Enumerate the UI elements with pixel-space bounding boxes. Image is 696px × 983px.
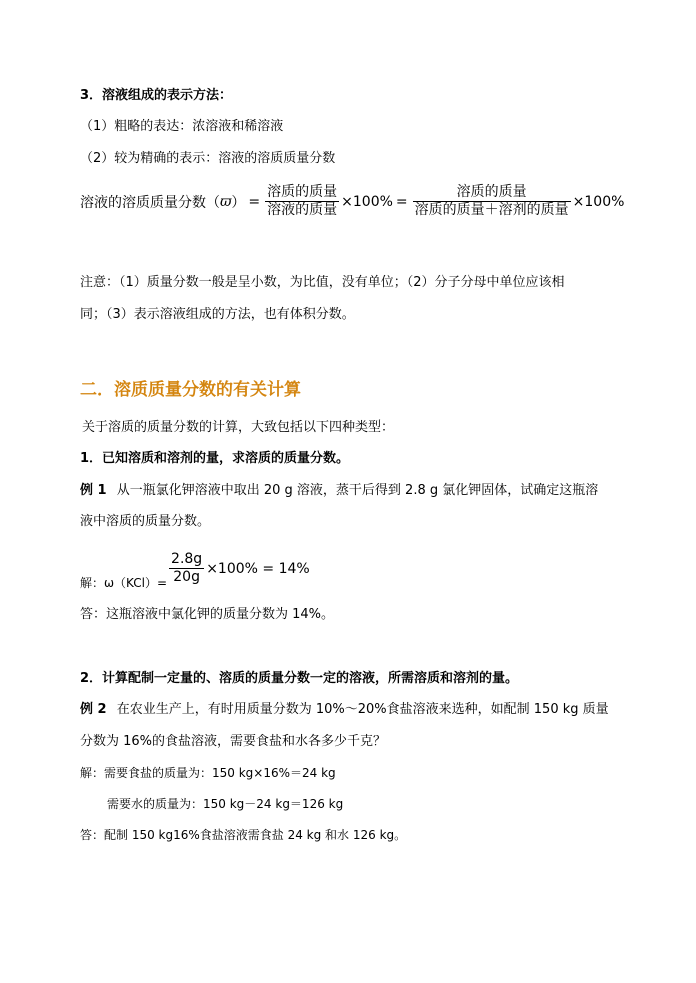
solution1-formula [80,548,310,591]
fraction-1 [265,184,339,219]
example1-text1: 从一瓶氯化钾溶液中取出 20 g 溶液，蒸干后得到 2.8 g 氯化钾固体，试确定这瓶溶 [116,483,599,498]
section3-item2: （2）较为精确的表示：溶液的溶质质量分数 [80,151,336,166]
example2-line1 [80,701,609,719]
fraction-1-denominator: 溶液的质量 [267,202,338,218]
solution2-line2: 需要水的质量为：150 kg－24 kg＝126 kg [107,797,344,811]
example2-label: 例 2 [80,702,107,717]
answer1: 答：这瓶溶液中氯化钾的质量分数为 14%。 [80,607,335,622]
solution1-numerator: 2.8g [171,551,203,567]
example1-label: 例 1 [80,483,107,498]
solution1-denominator: 20g [173,569,200,585]
solution2-line1: 解：需要食盐的质量为：150 kg×16%＝24 kg [80,766,336,780]
mass-fraction-formula [80,184,624,219]
answer2: 答：配制 150 kg16%食盐溶液需食盐 24 kg 和水 126 kg。 [80,828,407,842]
formula-equals-1: = [248,193,261,210]
note-line1: 注意：（1）质量分数一般是呈小数，为比值，没有单位；（2）分子分母中单位应该相 [80,275,565,290]
type2-title: 2．计算配制一定量的、溶质的质量分数一定的溶液，所需溶质和溶剂的量。 [80,671,519,686]
solution1-rest: ×100% = 14% [206,560,310,577]
fraction-2-numerator: 溶质的质量 [456,184,527,200]
fraction-1-numerator: 溶质的质量 [267,184,338,200]
formula-equals-2: = [395,193,408,210]
section3-item1: （1）粗略的表达：浓溶液和稀溶液 [80,119,284,134]
type1-title: 1．已知溶质和溶剂的量，求溶质的质量分数。 [80,451,350,466]
omega-symbol: ϖ [220,193,232,210]
note-line2: 同；（3）表示溶液组成的方法，也有体积分数。 [80,307,355,322]
section3-title: 3．溶液组成的表示方法： [80,88,233,103]
example1-line1 [80,482,598,500]
fraction-2 [413,184,571,219]
example2-line2: 分数为 16%的食盐溶液，需要食盐和水各多少千克？ [80,734,387,749]
formula-times-2: ×100% [572,193,625,210]
section2-heading: 二．溶质质量分数的有关计算 [80,380,301,400]
solution1-prefix: 解：ω（KCl）= [80,576,168,590]
example2-text1: 在农业生产上，有时用质量分数为 10%～20%食盐溶液来选种，如配制 150 kg 质量 [116,702,609,717]
formula-lhs-close: ） [231,194,246,211]
solution1-fraction [169,551,204,586]
section2-intro: 关于溶质的质量分数的计算，大致包括以下四种类型： [82,420,395,435]
formula-lhs-text: 溶液的溶质质量分数（ [80,194,220,211]
formula-times-1: ×100% [341,193,393,210]
fraction-2-denominator: 溶质的质量＋溶剂的质量 [414,202,569,218]
example1-line2: 液中溶质的质量分数。 [80,514,211,529]
